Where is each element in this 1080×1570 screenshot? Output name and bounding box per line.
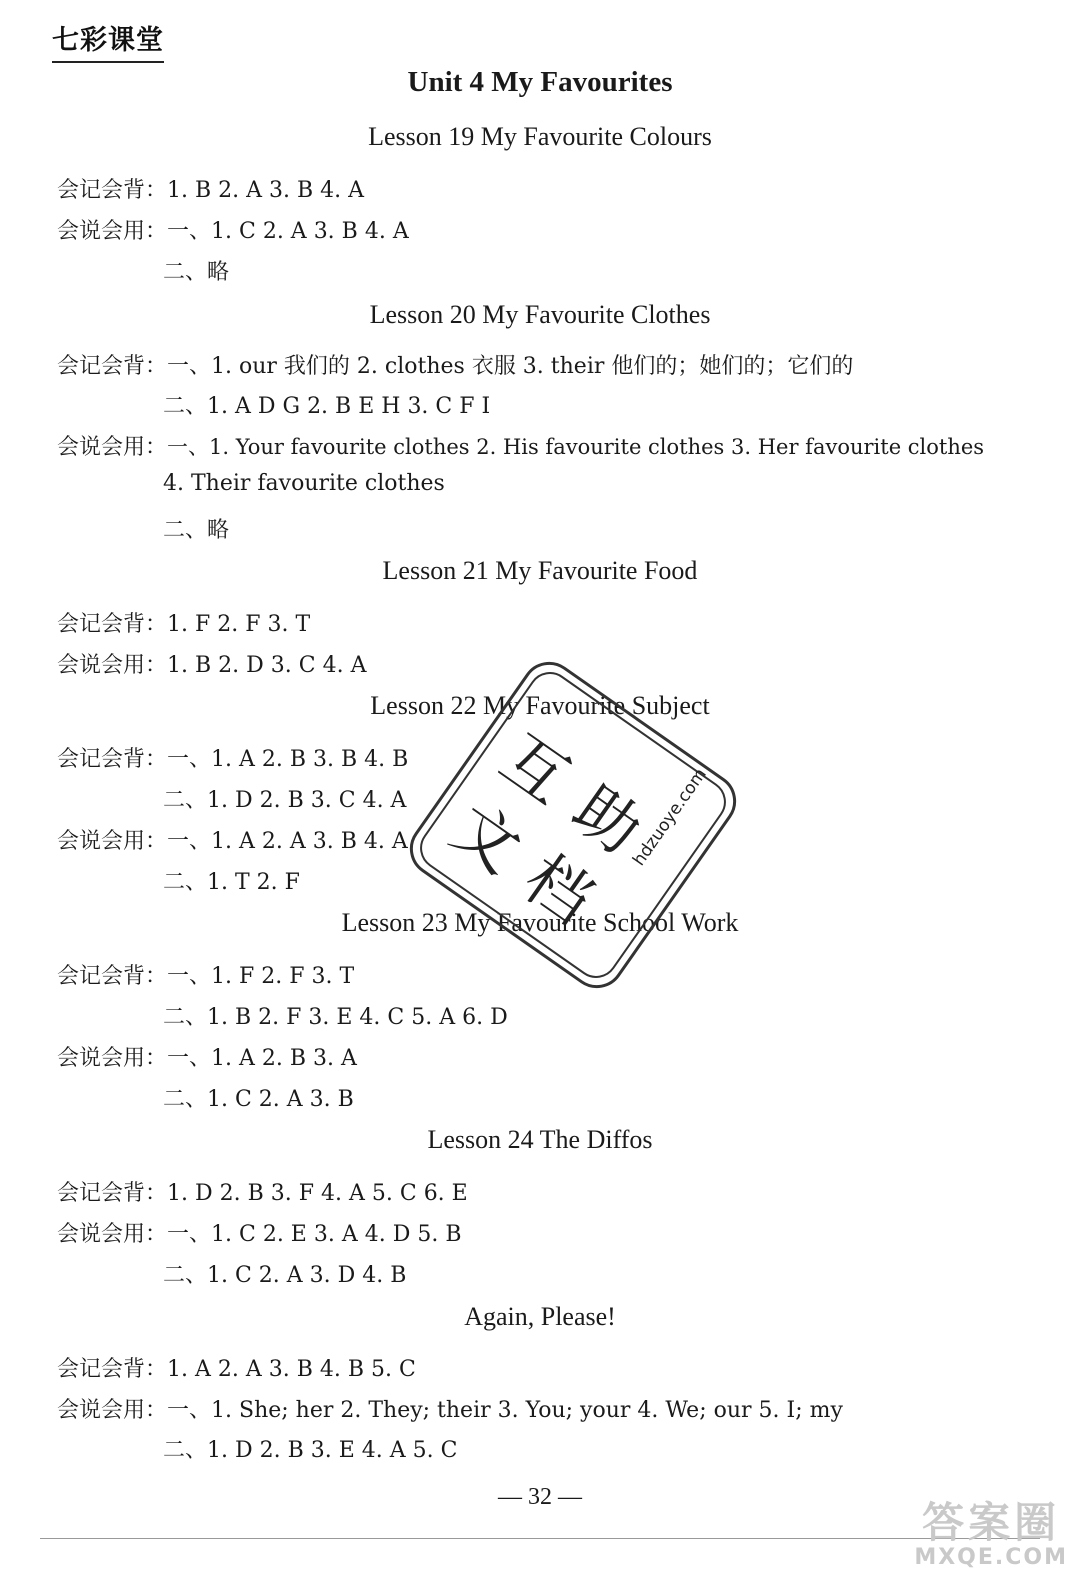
answer-row: [163, 1433, 457, 1464]
stamp-char: 档: [510, 841, 606, 939]
row-answers: 二、1. B 2. F 3. E 4. C 5. A 6. D: [163, 1005, 508, 1030]
row-label: 会说会用：: [57, 1222, 168, 1247]
answer-row: [57, 1041, 357, 1072]
stamp-char: 互: [487, 721, 583, 819]
answer-row: [57, 824, 408, 855]
row-answers: 一、1. She; her 2. They; their 3. You; your 4. We; our 5. I; my: [167, 1398, 843, 1423]
row-label: 会记会背：: [57, 747, 168, 772]
watermark-logo-text: 答案圈: [922, 1498, 1061, 1547]
lesson-title: Lesson 24 The Diffos: [427, 1125, 653, 1154]
answer-row: [57, 173, 364, 204]
row-answers: 二、1. D 2. B 3. C 4. A: [163, 788, 407, 813]
row-answers: 一、1. A 2. B 3. B 4. B: [167, 747, 409, 772]
row-answers: 一、1. C 2. A 3. B 4. A: [167, 219, 409, 244]
answer-row: [57, 1176, 468, 1207]
row-answers: 二、略: [163, 260, 230, 285]
answer-row: [163, 389, 490, 420]
stamp-char: 助: [559, 771, 655, 870]
lesson-title: Lesson 21 My Favourite Food: [382, 556, 698, 585]
answer-row: [57, 1352, 416, 1383]
row-label: 会说会用：: [57, 1046, 168, 1071]
lesson-title: Lesson 20 My Favourite Clothes: [369, 300, 711, 329]
row-answers: 1. B 2. D 3. C 4. A: [167, 653, 367, 678]
footer-divider: [40, 1538, 1040, 1539]
row-answers: 1. F 2. F 3. T: [167, 612, 311, 637]
row-label: 会记会背：: [57, 612, 168, 637]
row-answers: 1. A 2. A 3. B 4. B 5. C: [167, 1357, 416, 1382]
row-answers: 1. D 2. B 3. F 4. A 5. C 6. E: [167, 1181, 468, 1206]
answer-row: [57, 349, 853, 380]
lesson-title: Again, Please!: [464, 1302, 616, 1331]
answer-row: [163, 1082, 354, 1113]
watermark-url: MXQE.COM: [914, 1545, 1068, 1570]
answer-row: [57, 1217, 462, 1248]
answer-row: [163, 783, 406, 814]
row-answers: 二、1. C 2. A 3. D 4. B: [163, 1263, 407, 1288]
answer-row: [57, 959, 354, 990]
answer-row: [57, 742, 408, 773]
row-answers: 二、1. A D G 2. B E H 3. C F I: [163, 394, 491, 419]
row-label: 会记会背：: [57, 964, 168, 989]
answer-row: [57, 430, 984, 461]
row-label: 会记会背：: [57, 354, 168, 379]
row-answers: 二、1. D 2. B 3. E 4. A 5. C: [163, 1438, 458, 1463]
row-label: 会记会背：: [57, 1357, 168, 1382]
row-label: 会说会用：: [57, 435, 168, 460]
row-label: 会说会用：: [57, 219, 168, 244]
row-label: 会记会背：: [57, 178, 168, 203]
row-label: 会说会用：: [57, 829, 168, 854]
lesson-title: Lesson 19 My Favourite Colours: [368, 122, 712, 151]
page-number: — 32 —: [498, 1484, 582, 1510]
answer-row: [57, 607, 310, 638]
row-answers: 4. Their favourite clothes: [163, 471, 445, 496]
row-answers: 一、1. A 2. B 3. A: [167, 1046, 357, 1071]
stamp-char: 文: [438, 790, 534, 889]
answer-row: [163, 1000, 508, 1031]
row-answers: 一、1. A 2. A 3. B 4. A: [167, 829, 408, 854]
unit-title: Unit 4 My Favourites: [407, 66, 673, 98]
row-label: 会记会背：: [57, 1181, 168, 1206]
answer-row: [163, 513, 229, 544]
row-answers: 1. B 2. A 3. B 4. A: [167, 178, 365, 203]
row-answers: 一、1. our 我们的 2. clothes 衣服 3. their 他们的；她们的；它们的: [167, 354, 854, 379]
answer-row: [163, 255, 229, 286]
answer-row: [57, 1393, 843, 1424]
row-answers: 二、1. T 2. F: [163, 870, 300, 895]
brand-logo: 七彩课堂: [52, 18, 164, 63]
row-answers: 二、1. C 2. A 3. B: [163, 1087, 354, 1112]
lesson-title: Lesson 23 My Favourite School Work: [341, 908, 739, 937]
row-answers: 二、略: [163, 518, 230, 543]
answer-row: [163, 1258, 406, 1289]
row-answers: 一、1. C 2. E 3. A 4. D 5. B: [167, 1222, 462, 1247]
lesson-title: Lesson 22 My Favourite Subject: [370, 691, 710, 720]
answer-row: [57, 648, 366, 679]
stamp-url: hdzuoye.com: [629, 764, 711, 870]
answer-row: [57, 214, 409, 245]
answer-row: [163, 471, 445, 496]
row-label: 会说会用：: [57, 653, 168, 678]
row-label: 会说会用：: [57, 1398, 168, 1423]
row-answers: 一、1. F 2. F 3. T: [167, 964, 355, 989]
answer-row: [163, 865, 300, 896]
row-answers: 一、1. Your favourite clothes 2. His favourite clothes 3. Her favourite clothes: [167, 435, 985, 459]
